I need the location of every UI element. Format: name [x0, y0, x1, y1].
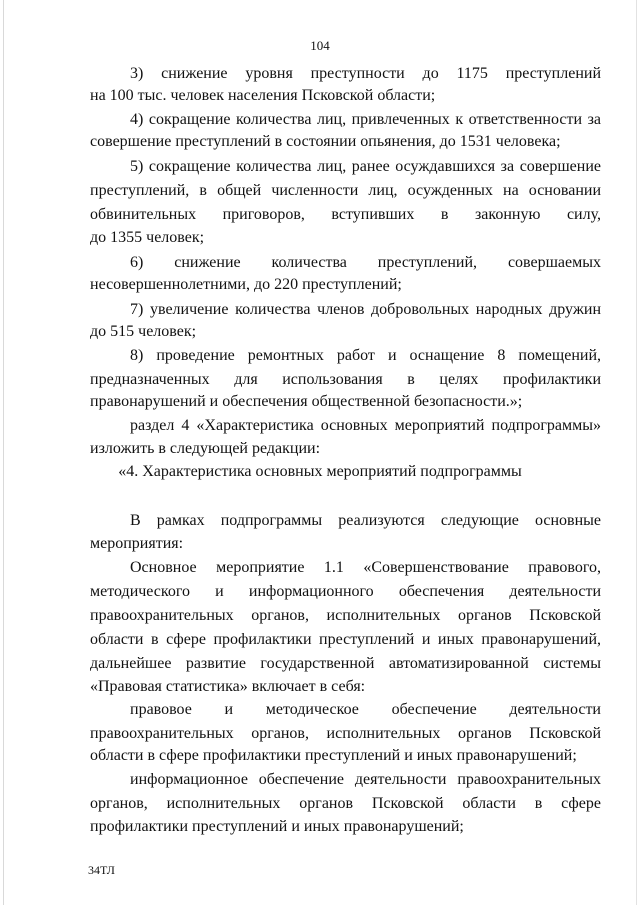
text-line: «Правовая статистика» включает в себя: [90, 678, 366, 695]
text-line: правовое и методическое обеспечение деятельности [130, 701, 601, 718]
text-line: предназначенных для использования в целях профилактики [90, 371, 601, 388]
text-line: В рамках подпрограммы реализуются следующие основные [130, 512, 601, 529]
text-line: области в сфере профилактики преступлений и иных правонарушений, [90, 631, 601, 648]
text-line: правонарушений и обеспечения общественной безопасности.»; [90, 393, 523, 410]
text-line: 3) снижение уровня преступности до 1175 преступлений [130, 65, 601, 82]
text-line: мероприятия: [90, 535, 184, 552]
text-line: до 1355 человек; [90, 229, 205, 246]
text-line: 8) проведение ремонтных работ и оснащение 8 помещений, [130, 347, 601, 364]
text-line: дальнейшее развитие государственной автоматизированной системы [90, 655, 601, 672]
footer-code: 34ТЛ [88, 863, 115, 877]
text-line: изложить в следующей редакции: [90, 440, 321, 457]
section-heading: «4. Характеристика основных мероприятий подпрограммы [118, 463, 522, 480]
text-line: методического и информационного обеспечения деятельности [90, 583, 601, 600]
text-line: правоохранительных органов, исполнительных органов Псковской [90, 725, 601, 742]
text-line: информационное обеспечение деятельности правоохранительных [130, 771, 601, 788]
text-line: 6) снижение количества преступлений, совершаемых [130, 254, 601, 271]
text-line: правоохранительных органов, исполнительных органов Псковской [90, 607, 601, 624]
text-line: несовершеннолетними, до 220 преступлений; [90, 276, 402, 293]
text-line: совершение преступлений в состоянии опьянения, до 1531 человека; [90, 133, 561, 150]
page-number: 104 [310, 38, 330, 53]
text-line: до 515 человек; [90, 323, 197, 340]
scan-edge-right [636, 0, 637, 905]
text-line: органов, исполнительных органов Псковской области в сфере [90, 795, 601, 812]
text-line: 7) увеличение количества членов добровольных народных дружин [130, 301, 601, 318]
text-line: преступлений, в общей численности лиц, осужденных на основании [90, 182, 601, 199]
text-line: области в сфере профилактики преступлений и иных правонарушений; [90, 747, 577, 764]
scan-edge-left [3, 0, 4, 905]
text-line: на 100 тыс. человек населения Псковской области; [90, 87, 436, 104]
text-line: раздел 4 «Характеристика основных мероприятий подпрограммы» [130, 417, 601, 434]
text-line: 5) сокращение количества лиц, ранее осуждавшихся за совершение [130, 158, 601, 175]
text-line: 4) сокращение количества лиц, привлеченных к ответственности за [130, 111, 601, 128]
text-line: профилактики преступлений и иных правонарушений; [90, 818, 464, 835]
text-line: Основное мероприятие 1.1 «Совершенствование правового, [130, 559, 601, 576]
text-line: обвинительных приговоров, вступивших в законную силу, [90, 206, 601, 223]
